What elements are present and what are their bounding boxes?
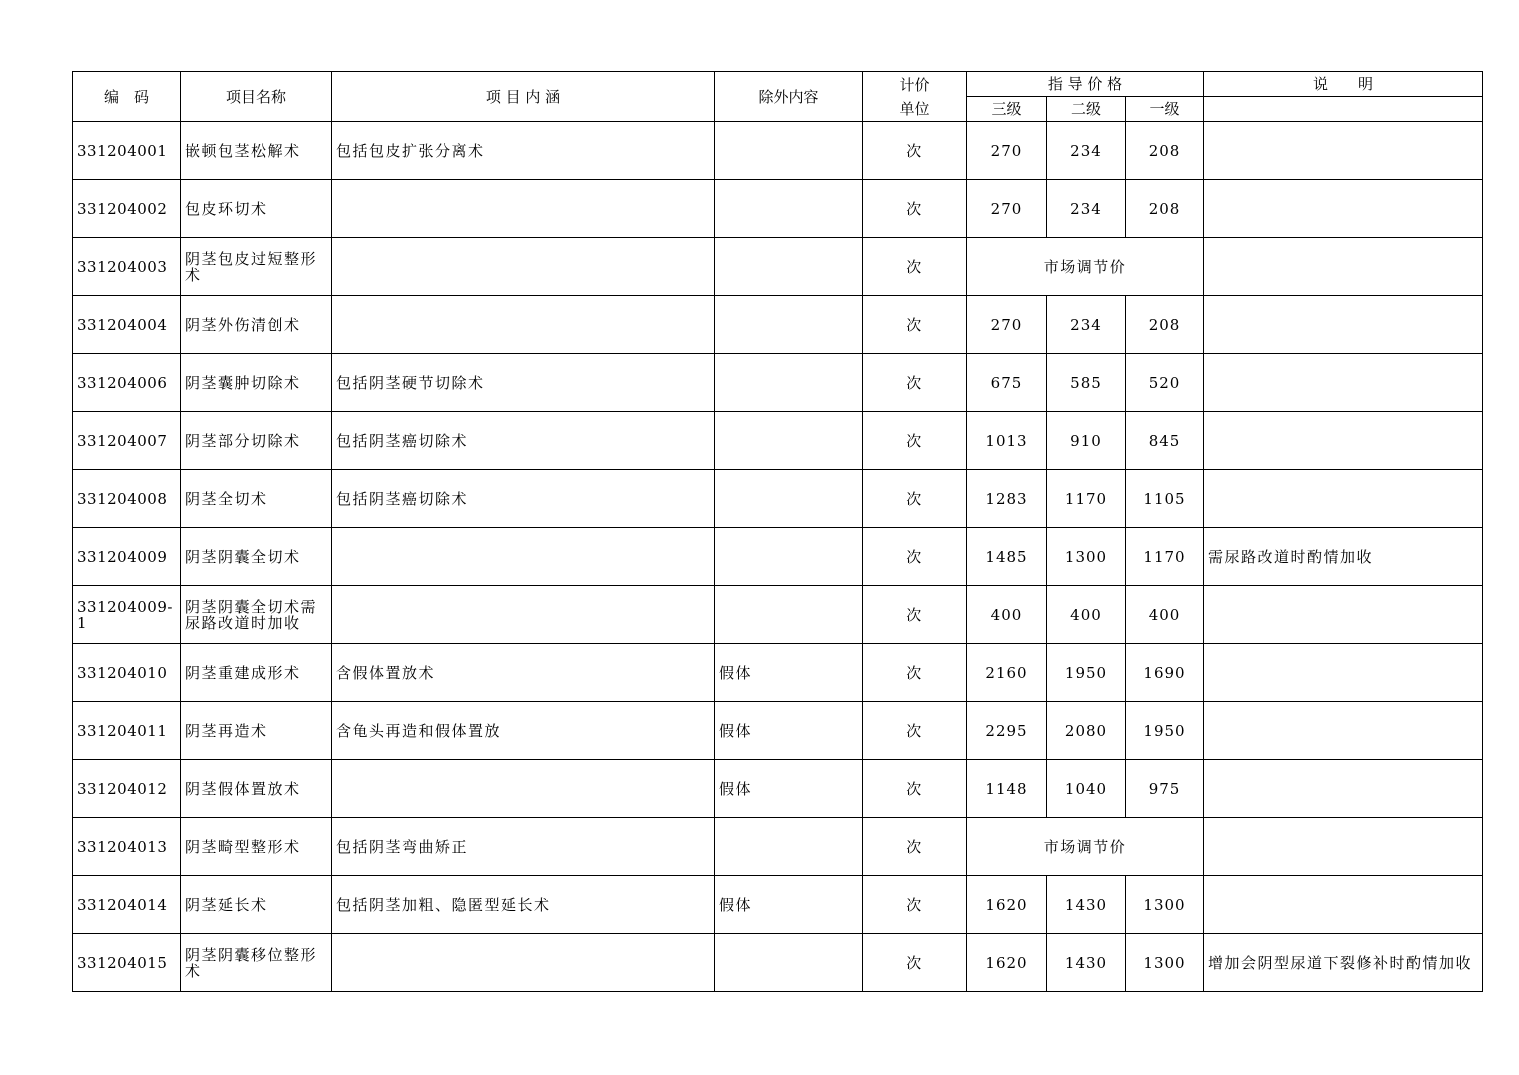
cell-note xyxy=(1204,296,1483,354)
cell-excluded xyxy=(715,238,863,296)
cell-price-level-1: 1105 xyxy=(1126,470,1204,528)
cell-price-level-1: 520 xyxy=(1126,354,1204,412)
header-excluded: 除外内容 xyxy=(715,72,863,122)
cell-name: 阴茎部分切除术 xyxy=(181,412,332,470)
cell-code: 331204003 xyxy=(73,238,181,296)
cell-price-level-2: 2080 xyxy=(1047,702,1126,760)
cell-code: 331204012 xyxy=(73,760,181,818)
table-row xyxy=(73,180,1483,238)
cell-note xyxy=(1204,760,1483,818)
cell-price-level-3: 270 xyxy=(967,180,1047,238)
cell-price-level-1: 1300 xyxy=(1126,934,1204,992)
cell-code: 331204009-1 xyxy=(73,586,181,644)
header-level-1: 一级 xyxy=(1126,97,1204,122)
cell-price-level-2: 234 xyxy=(1047,296,1126,354)
table-row xyxy=(73,818,1483,876)
cell-note xyxy=(1204,180,1483,238)
cell-unit: 次 xyxy=(863,586,967,644)
cell-content xyxy=(332,296,715,354)
cell-name: 阴茎再造术 xyxy=(181,702,332,760)
cell-excluded xyxy=(715,934,863,992)
cell-note xyxy=(1204,586,1483,644)
cell-price-level-3: 270 xyxy=(967,122,1047,180)
cell-name: 包皮环切术 xyxy=(181,180,332,238)
cell-price-level-2: 585 xyxy=(1047,354,1126,412)
cell-price-level-3: 1620 xyxy=(967,934,1047,992)
table-row xyxy=(73,644,1483,702)
cell-price-level-3: 270 xyxy=(967,296,1047,354)
cell-content xyxy=(332,238,715,296)
cell-price-level-2: 1430 xyxy=(1047,876,1126,934)
header-level-2: 二级 xyxy=(1047,97,1126,122)
cell-price-level-1: 208 xyxy=(1126,122,1204,180)
cell-price-level-2: 1300 xyxy=(1047,528,1126,586)
cell-excluded xyxy=(715,586,863,644)
cell-price-level-3: 1485 xyxy=(967,528,1047,586)
cell-content: 包括阴茎弯曲矫正 xyxy=(332,818,715,876)
cell-name: 阴茎包皮过短整形术 xyxy=(181,238,332,296)
cell-excluded xyxy=(715,470,863,528)
cell-code: 331204011 xyxy=(73,702,181,760)
cell-price-level-3: 1013 xyxy=(967,412,1047,470)
header-row-1 xyxy=(73,72,1483,97)
cell-unit: 次 xyxy=(863,818,967,876)
cell-unit: 次 xyxy=(863,354,967,412)
cell-note xyxy=(1204,644,1483,702)
cell-price-level-3: 1148 xyxy=(967,760,1047,818)
cell-name: 阴茎重建成形术 xyxy=(181,644,332,702)
cell-excluded xyxy=(715,180,863,238)
cell-excluded xyxy=(715,122,863,180)
cell-unit: 次 xyxy=(863,238,967,296)
cell-code: 331204013 xyxy=(73,818,181,876)
cell-price-level-2: 234 xyxy=(1047,122,1126,180)
cell-content: 包括阴茎硬节切除术 xyxy=(332,354,715,412)
cell-unit: 次 xyxy=(863,760,967,818)
cell-unit: 次 xyxy=(863,180,967,238)
cell-note xyxy=(1204,412,1483,470)
cell-content: 包括阴茎癌切除术 xyxy=(332,412,715,470)
cell-note: 需尿路改道时酌情加收 xyxy=(1204,528,1483,586)
header-note: 说 明 xyxy=(1204,72,1483,97)
header-unit: 计价 单位 xyxy=(863,72,967,122)
header-note-blank xyxy=(1204,97,1483,122)
cell-price-level-2: 1170 xyxy=(1047,470,1126,528)
cell-price-level-2: 1040 xyxy=(1047,760,1126,818)
header-content: 项 目 内 涵 xyxy=(332,72,715,122)
cell-content: 包括阴茎癌切除术 xyxy=(332,470,715,528)
table-row xyxy=(73,354,1483,412)
cell-price-level-2: 910 xyxy=(1047,412,1126,470)
cell-content xyxy=(332,180,715,238)
cell-excluded xyxy=(715,296,863,354)
cell-price-level-1: 1690 xyxy=(1126,644,1204,702)
cell-excluded: 假体 xyxy=(715,760,863,818)
cell-price-level-3: 675 xyxy=(967,354,1047,412)
cell-note xyxy=(1204,876,1483,934)
cell-excluded: 假体 xyxy=(715,644,863,702)
cell-unit: 次 xyxy=(863,296,967,354)
cell-unit: 次 xyxy=(863,122,967,180)
cell-content: 含龟头再造和假体置放 xyxy=(332,702,715,760)
cell-note xyxy=(1204,702,1483,760)
table-row xyxy=(73,296,1483,354)
cell-content: 包括包皮扩张分离术 xyxy=(332,122,715,180)
cell-unit: 次 xyxy=(863,702,967,760)
cell-note xyxy=(1204,470,1483,528)
price-table xyxy=(72,71,1483,992)
cell-price-level-1: 975 xyxy=(1126,760,1204,818)
cell-name: 阴茎囊肿切除术 xyxy=(181,354,332,412)
header-level-3: 三级 xyxy=(967,97,1047,122)
cell-unit: 次 xyxy=(863,528,967,586)
table-row xyxy=(73,934,1483,992)
cell-price-level-3: 2295 xyxy=(967,702,1047,760)
cell-excluded xyxy=(715,412,863,470)
cell-code: 331204009 xyxy=(73,528,181,586)
table-row xyxy=(73,586,1483,644)
cell-price-level-1: 208 xyxy=(1126,180,1204,238)
cell-content: 含假体置放术 xyxy=(332,644,715,702)
cell-content xyxy=(332,586,715,644)
cell-unit: 次 xyxy=(863,470,967,528)
cell-code: 331204002 xyxy=(73,180,181,238)
table-row xyxy=(73,702,1483,760)
cell-price-level-1: 845 xyxy=(1126,412,1204,470)
cell-price-level-2: 400 xyxy=(1047,586,1126,644)
table-row xyxy=(73,876,1483,934)
cell-price-level-1: 1170 xyxy=(1126,528,1204,586)
cell-note xyxy=(1204,238,1483,296)
cell-note xyxy=(1204,122,1483,180)
cell-price-level-2: 234 xyxy=(1047,180,1126,238)
cell-code: 331204008 xyxy=(73,470,181,528)
cell-market-price: 市场调节价 xyxy=(967,238,1204,296)
cell-excluded xyxy=(715,818,863,876)
cell-code: 331204010 xyxy=(73,644,181,702)
header-code: 编 码 xyxy=(73,72,181,122)
cell-excluded xyxy=(715,354,863,412)
cell-content: 包括阴茎加粗、隐匿型延长术 xyxy=(332,876,715,934)
cell-price-level-3: 2160 xyxy=(967,644,1047,702)
cell-name: 阴茎假体置放术 xyxy=(181,760,332,818)
table-row xyxy=(73,470,1483,528)
cell-note xyxy=(1204,354,1483,412)
cell-code: 331204004 xyxy=(73,296,181,354)
table-row xyxy=(73,760,1483,818)
cell-market-price: 市场调节价 xyxy=(967,818,1204,876)
cell-unit: 次 xyxy=(863,644,967,702)
cell-name: 阴茎延长术 xyxy=(181,876,332,934)
cell-code: 331204007 xyxy=(73,412,181,470)
cell-price-level-3: 1283 xyxy=(967,470,1047,528)
cell-note xyxy=(1204,818,1483,876)
cell-note: 增加会阴型尿道下裂修补时酌情加收 xyxy=(1204,934,1483,992)
header-name: 项目名称 xyxy=(181,72,332,122)
table-row xyxy=(73,528,1483,586)
cell-content xyxy=(332,934,715,992)
header-price-group: 指 导 价 格 xyxy=(967,72,1204,97)
cell-code: 331204014 xyxy=(73,876,181,934)
cell-name: 阴茎阴囊全切术需尿路改道时加收 xyxy=(181,586,332,644)
cell-unit: 次 xyxy=(863,876,967,934)
cell-price-level-1: 400 xyxy=(1126,586,1204,644)
cell-excluded: 假体 xyxy=(715,876,863,934)
cell-price-level-3: 400 xyxy=(967,586,1047,644)
cell-price-level-1: 1950 xyxy=(1126,702,1204,760)
cell-name: 阴茎阴囊全切术 xyxy=(181,528,332,586)
table-row xyxy=(73,122,1483,180)
cell-excluded: 假体 xyxy=(715,702,863,760)
cell-unit: 次 xyxy=(863,412,967,470)
cell-code: 331204006 xyxy=(73,354,181,412)
cell-unit: 次 xyxy=(863,934,967,992)
cell-content xyxy=(332,528,715,586)
cell-name: 阴茎外伤清创术 xyxy=(181,296,332,354)
cell-code: 331204015 xyxy=(73,934,181,992)
table-row xyxy=(73,238,1483,296)
cell-price-level-2: 1950 xyxy=(1047,644,1126,702)
cell-name: 嵌顿包茎松解术 xyxy=(181,122,332,180)
cell-price-level-2: 1430 xyxy=(1047,934,1126,992)
table-row xyxy=(73,412,1483,470)
cell-code: 331204001 xyxy=(73,122,181,180)
cell-price-level-3: 1620 xyxy=(967,876,1047,934)
cell-name: 阴茎畸型整形术 xyxy=(181,818,332,876)
cell-price-level-1: 208 xyxy=(1126,296,1204,354)
cell-price-level-1: 1300 xyxy=(1126,876,1204,934)
cell-name: 阴茎阴囊移位整形术 xyxy=(181,934,332,992)
cell-content xyxy=(332,760,715,818)
cell-excluded xyxy=(715,528,863,586)
cell-name: 阴茎全切术 xyxy=(181,470,332,528)
